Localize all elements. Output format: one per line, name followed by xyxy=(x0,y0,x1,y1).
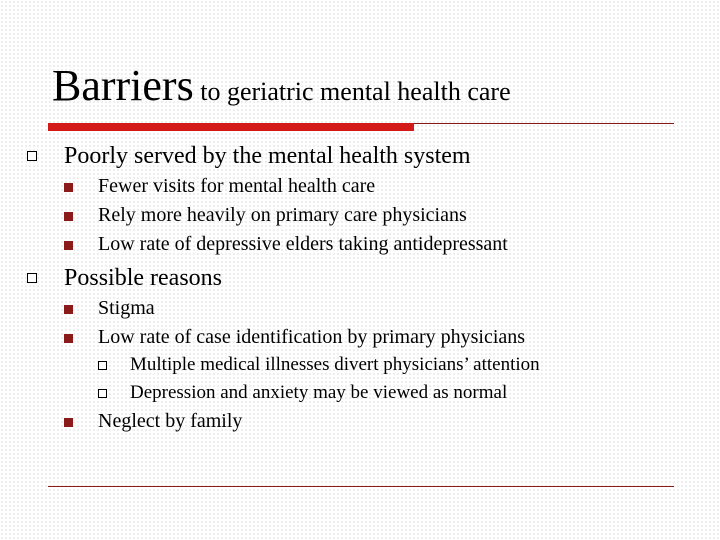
small-hollow-square-bullet-icon xyxy=(98,389,107,398)
slide-title xyxy=(52,61,511,110)
small-hollow-square-bullet-icon xyxy=(98,361,107,370)
bullet-l1-poorly-served: Poorly served by the mental health system xyxy=(64,143,471,169)
filled-square-bullet-icon xyxy=(64,305,73,314)
hollow-square-bullet-icon xyxy=(27,151,37,161)
bullet-l3-depression-normal: Depression and anxiety may be viewed as normal xyxy=(130,382,508,403)
title-subtitle: to geriatric mental health care xyxy=(193,77,511,106)
filled-square-bullet-icon xyxy=(64,183,73,192)
bullet-l2-case-identification: Low rate of case identification by primary physicians xyxy=(98,326,526,348)
filled-square-bullet-icon xyxy=(64,334,73,343)
filled-square-bullet-icon xyxy=(64,212,73,221)
bullet-l2-fewer-visits: Fewer visits for mental health care xyxy=(98,175,376,197)
bullet-l2-neglect-by-family: Neglect by family xyxy=(98,410,243,432)
bullet-l2-stigma: Stigma xyxy=(98,297,155,319)
hollow-square-bullet-icon xyxy=(27,273,37,283)
bullet-l3-medical-illnesses: Multiple medical illnesses divert physicians’ attention xyxy=(130,354,540,375)
title-main: Barriers xyxy=(52,61,194,110)
filled-square-bullet-icon xyxy=(64,418,73,427)
bullet-l2-antidepressant: Low rate of depressive elders taking antidepressant xyxy=(98,233,508,255)
filled-square-bullet-icon xyxy=(64,241,73,250)
bullet-l1-possible-reasons: Possible reasons xyxy=(64,265,222,291)
footer-rule xyxy=(48,486,674,487)
title-accent-bar xyxy=(48,123,414,131)
bullet-l2-primary-care: Rely more heavily on primary care physicians xyxy=(98,204,467,226)
